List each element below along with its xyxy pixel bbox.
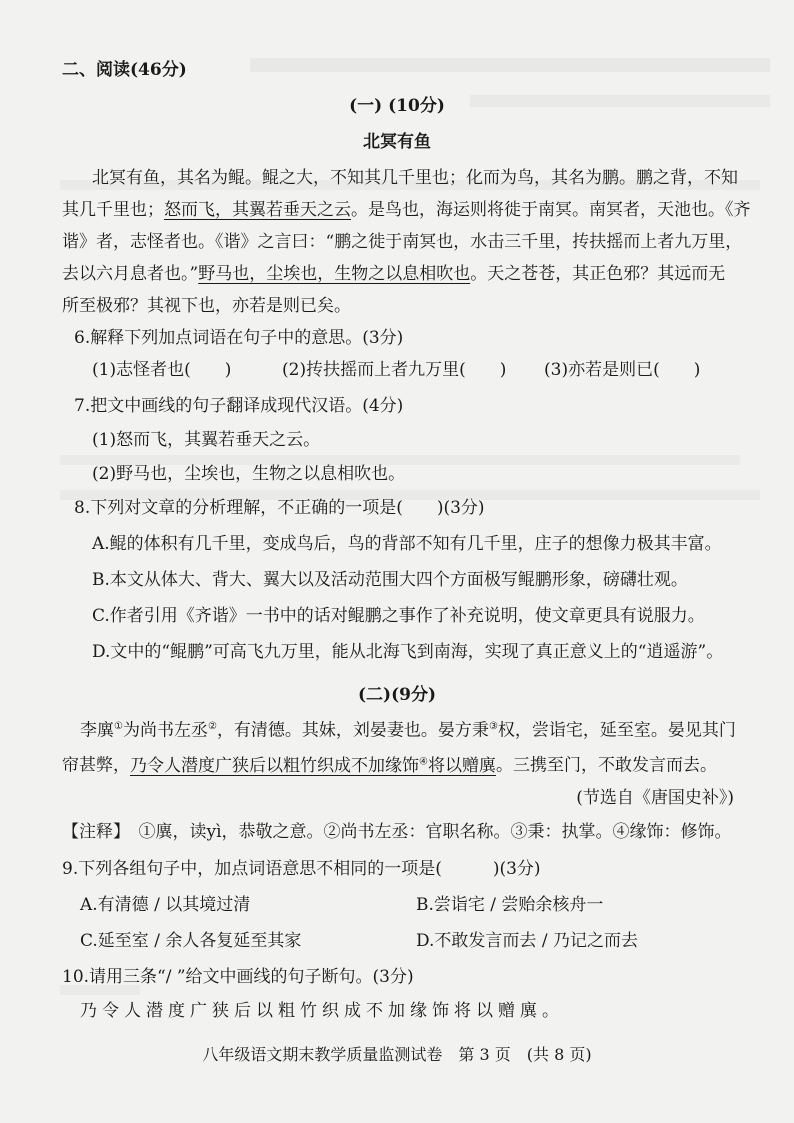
passage1-line5: 所至极邪？其视下也，亦若是则已矣。 [62,296,351,316]
page-footer: 八年级语文期末教学质量监测试卷 第 3 页 (共 8 页) [202,1045,592,1064]
passage1-line3: 谐》者，志怪者也。《谐》之言曰：“鹏之徙于南冥也，水击三千里，抟扶摇而上者九万里， [62,232,743,252]
q8-option-d: D.文中的“鲲鹏”可高飞九万里，能从北海飞到南海，实现了真正意义上的“逍遥游”。 [92,642,724,662]
q6-stem: 6.解释下列加点词语在句子中的意思。(3分) [74,328,404,348]
q9-option-d: D.不敢发言而去 / 乃记之而去 [416,931,638,951]
q9-stem: 9.下列各组句子中，加点词语意思不相同的一项是( )(3分) [62,859,541,879]
q7-stem: 7.把文中画线的句子翻译成现代汉语。(4分) [74,396,404,416]
q8-option-c: C.作者引用《齐谐》一书中的话对鲲鹏之事作了补充说明，使文章更具有说服力。 [92,606,705,626]
section-heading: 二、阅读(46分) [62,60,187,80]
passage2-notes: 【注释】 ①廙，读yì，恭敬之意。②尚书左丞：官职名称。③秉：执掌。④缘饰：修饰。 [62,822,732,842]
part1-label: (一) (10分) [349,96,445,116]
part2-label: (二)(9分) [357,685,436,705]
underlined-sentence-2: 野马也，尘埃也，生物之以息相吹也 [198,264,471,284]
q9-option-c: C.延至室 / 余人各复延至其家 [80,931,302,951]
q8-option-b: B.本文从体大、背大、翼大以及活动范围大四个方面极写鲲鹏形象，磅礴壮观。 [92,570,688,590]
q6-item-3: (3)亦若是则已( ) [544,360,701,380]
passage2-source: (节选自《唐国史补》) [576,788,734,808]
underlined-sentence-1: 怒而飞，其翼若垂天之云 [164,200,351,220]
passage-title: 北冥有鱼 [363,132,431,152]
passage2-line1: 李廙①为尚书左丞②，有清德。其妹，刘晏妻也。晏方秉③权，尝诣宅，延至室。晏见其门 [80,720,736,741]
passage1-line1: 北冥有鱼，其名为鲲。鲲之大，不知其几千里也；化而为鸟，其名为鹏。鹏之背，不知 [92,168,738,188]
q8-stem: 8.下列对文章的分析理解，不正确的一项是( )(3分) [74,498,485,518]
q9-option-a: A.有清德 / 以其境过清 [80,895,251,915]
q6-item-2: (2)抟扶摇而上者九万里( ) [282,360,507,380]
q7-sentence-2: (2)野马也，尘埃也，生物之以息相吹也。 [92,464,406,484]
bleed-through [250,58,770,72]
q9-option-b: B.尝诣宅 / 尝贻余核舟一 [416,895,604,915]
q8-option-a: A.鲲的体积有几千里，变成鸟后，鸟的背部不知有几千里，庄子的想像力极其丰富。 [92,534,722,554]
q7-sentence-1: (1)怒而飞，其翼若垂天之云。 [92,430,321,450]
underlined-sentence-3: 乃令人潜度广狭后以粗竹织成不加缘饰④将以赠廙 [130,755,496,776]
passage1-line2: 其几千里也；怒而飞，其翼若垂天之云。是鸟也，海运则将徙于南冥。南冥者，天池也。《齐 [62,200,751,220]
q6-item-1: (1)志怪者也( ) [92,360,232,380]
passage2-line2: 帘甚弊，乃令人潜度广狭后以粗竹织成不加缘饰④将以赠廙。三携至门，不敢发言而去。 [62,755,717,776]
q10-stem: 10.请用三条“/ ”给文中画线的句子断句。(3分) [62,967,414,987]
q10-sentence: 乃令人潜度广狭后以粗竹织成不加缘饰将以赠廙。 [80,1001,564,1021]
passage1-line4: 去以六月息者也。”野马也，尘埃也，生物之以息相吹也。天之苍苍，其正色邪？其远而无 [62,264,726,284]
